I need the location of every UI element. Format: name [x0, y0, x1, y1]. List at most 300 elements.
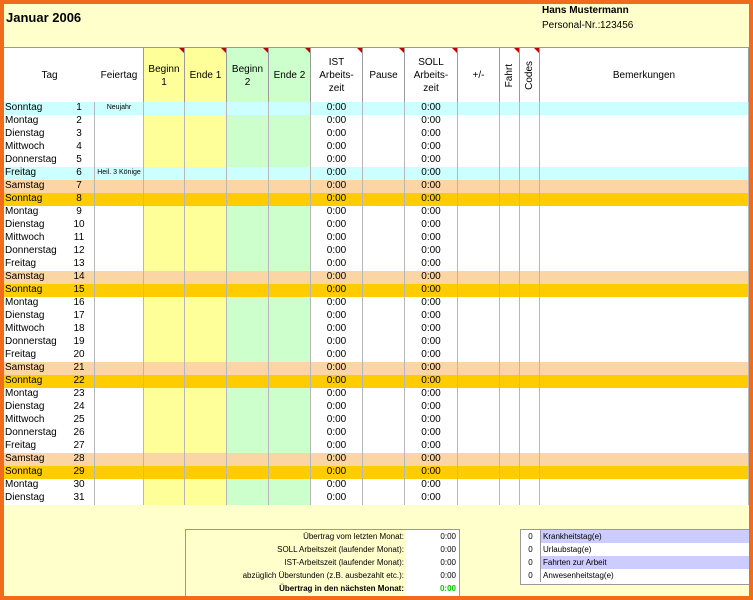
cell-ende2[interactable] [269, 258, 311, 271]
cell-beginn1[interactable] [144, 388, 185, 401]
cell-fahrt[interactable] [500, 115, 520, 128]
cell-num: 9 [64, 206, 95, 219]
cell-feiertag[interactable] [95, 401, 144, 414]
cell-ende1[interactable] [185, 141, 227, 154]
cell-feiertag[interactable] [95, 180, 144, 193]
cell-ende1[interactable] [185, 102, 227, 115]
cell-codes[interactable] [520, 492, 540, 505]
cell-pause[interactable] [363, 323, 405, 336]
cell-feiertag[interactable] [95, 349, 144, 362]
cell-ende2[interactable] [269, 297, 311, 310]
cell-fahrt[interactable] [500, 401, 520, 414]
cell-feiertag[interactable] [95, 427, 144, 440]
cell-fahrt[interactable] [500, 154, 520, 167]
cell-beginn2[interactable] [227, 492, 269, 505]
cell-feiertag[interactable] [95, 193, 144, 206]
cell-beginn1[interactable] [144, 401, 185, 414]
cell-ende1[interactable] [185, 310, 227, 323]
cell-tag: Sonntag [4, 102, 64, 115]
cell-ende1[interactable] [185, 115, 227, 128]
cell-tag: Samstag [4, 271, 64, 284]
cell-codes[interactable] [520, 232, 540, 245]
cell-bemerkungen[interactable] [540, 128, 749, 141]
cell-feiertag[interactable] [95, 492, 144, 505]
cell-ende2[interactable] [269, 401, 311, 414]
cell-fahrt[interactable] [500, 128, 520, 141]
cell-ende1[interactable] [185, 232, 227, 245]
cell-soll: 0:00 [405, 193, 458, 206]
cell-bemerkungen[interactable] [540, 362, 749, 375]
cell-ende1[interactable] [185, 245, 227, 258]
cell-pause[interactable] [363, 453, 405, 466]
cell-codes[interactable] [520, 336, 540, 349]
cell-ende2[interactable] [269, 180, 311, 193]
cell-soll: 0:00 [405, 388, 458, 401]
cell-fahrt[interactable] [500, 440, 520, 453]
cell-beginn1[interactable] [144, 427, 185, 440]
cell-pause[interactable] [363, 440, 405, 453]
cell-pause[interactable] [363, 310, 405, 323]
cell-codes[interactable] [520, 115, 540, 128]
cell-codes[interactable] [520, 375, 540, 388]
cell-ende2[interactable] [269, 193, 311, 206]
cell-beginn1[interactable] [144, 245, 185, 258]
cell-feiertag[interactable] [95, 414, 144, 427]
cell-fahrt[interactable] [500, 336, 520, 349]
cell-feiertag[interactable] [95, 128, 144, 141]
cell-beginn1[interactable] [144, 310, 185, 323]
stats-row [521, 530, 749, 543]
cell-codes[interactable] [520, 466, 540, 479]
cell-codes[interactable] [520, 349, 540, 362]
cell-pause[interactable] [363, 362, 405, 375]
cell-pause[interactable] [363, 141, 405, 154]
cell-fahrt[interactable] [500, 349, 520, 362]
cell-ende1[interactable] [185, 297, 227, 310]
cell-bemerkungen[interactable] [540, 193, 749, 206]
cell-bemerkungen[interactable] [540, 219, 749, 232]
cell-ende2[interactable] [269, 427, 311, 440]
cell-feiertag[interactable] [95, 362, 144, 375]
cell-beginn1[interactable] [144, 141, 185, 154]
cell-ende1[interactable] [185, 479, 227, 492]
cell-codes[interactable] [520, 310, 540, 323]
cell-bemerkungen[interactable] [540, 479, 749, 492]
cell-ende2[interactable] [269, 323, 311, 336]
cell-feiertag[interactable] [95, 310, 144, 323]
cell-feiertag[interactable] [95, 388, 144, 401]
cell-codes[interactable] [520, 154, 540, 167]
cell-beginn2[interactable] [227, 362, 269, 375]
cell-bemerkungen[interactable] [540, 206, 749, 219]
cell-fahrt[interactable] [500, 375, 520, 388]
cell-beginn1[interactable] [144, 414, 185, 427]
cell-feiertag[interactable] [95, 297, 144, 310]
cell-ende1[interactable] [185, 193, 227, 206]
cell-beginn1[interactable] [144, 167, 185, 180]
cell-bemerkungen[interactable] [540, 323, 749, 336]
cell-codes[interactable] [520, 102, 540, 115]
cell-pause[interactable] [363, 232, 405, 245]
cell-ende1[interactable] [185, 466, 227, 479]
cell-feiertag[interactable] [95, 206, 144, 219]
cell-beginn2[interactable] [227, 466, 269, 479]
cell-ende1[interactable] [185, 323, 227, 336]
cell-beginn1[interactable] [144, 453, 185, 466]
cell-ende2[interactable] [269, 453, 311, 466]
cell-codes[interactable] [520, 297, 540, 310]
cell-beginn2[interactable] [227, 154, 269, 167]
cell-bemerkungen[interactable] [540, 466, 749, 479]
cell-pause[interactable] [363, 336, 405, 349]
cell-beginn2[interactable] [227, 180, 269, 193]
cell-fahrt[interactable] [500, 323, 520, 336]
cell-feiertag[interactable] [95, 466, 144, 479]
cell-codes[interactable] [520, 284, 540, 297]
cell-ist: 0:00 [311, 245, 363, 258]
cell-feiertag[interactable] [95, 245, 144, 258]
cell-ende2[interactable] [269, 219, 311, 232]
cell-ende2[interactable] [269, 141, 311, 154]
cell-fahrt[interactable] [500, 414, 520, 427]
cell-ende2[interactable] [269, 440, 311, 453]
header-pause-label: Pause [369, 70, 398, 81]
cell-fahrt[interactable] [500, 466, 520, 479]
cell-ende2[interactable] [269, 388, 311, 401]
cell-beginn2[interactable] [227, 349, 269, 362]
cell-pause[interactable] [363, 219, 405, 232]
cell-fahrt[interactable] [500, 492, 520, 505]
cell-codes[interactable] [520, 453, 540, 466]
cell-codes[interactable] [520, 427, 540, 440]
cell-ende2[interactable] [269, 492, 311, 505]
cell-beginn2[interactable] [227, 245, 269, 258]
cell-pause[interactable] [363, 245, 405, 258]
cell-codes[interactable] [520, 362, 540, 375]
cell-ende1[interactable] [185, 388, 227, 401]
cell-ende2[interactable] [269, 310, 311, 323]
cell-fahrt[interactable] [500, 167, 520, 180]
cell-ende1[interactable] [185, 258, 227, 271]
cell-fahrt[interactable] [500, 453, 520, 466]
cell-feiertag[interactable] [95, 284, 144, 297]
cell-beginn1[interactable] [144, 154, 185, 167]
cell-feiertag[interactable] [95, 453, 144, 466]
cell-beginn2[interactable] [227, 271, 269, 284]
cell-beginn2[interactable] [227, 284, 269, 297]
cell-codes[interactable] [520, 128, 540, 141]
cell-ende1[interactable] [185, 414, 227, 427]
cell-beginn1[interactable] [144, 440, 185, 453]
cell-feiertag[interactable] [95, 232, 144, 245]
cell-beginn2[interactable] [227, 115, 269, 128]
cell-beginn2[interactable] [227, 219, 269, 232]
cell-codes[interactable] [520, 271, 540, 284]
cell-ende2[interactable] [269, 128, 311, 141]
cell-ende2[interactable] [269, 479, 311, 492]
cell-pause[interactable] [363, 206, 405, 219]
cell-ist: 0:00 [311, 466, 363, 479]
cell-codes[interactable] [520, 245, 540, 258]
cell-ende2[interactable] [269, 271, 311, 284]
cell-pause[interactable] [363, 258, 405, 271]
cell-beginn1[interactable] [144, 466, 185, 479]
cell-bemerkungen[interactable] [540, 375, 749, 388]
cell-ende2[interactable] [269, 362, 311, 375]
cell-fahrt[interactable] [500, 362, 520, 375]
cell-pause[interactable] [363, 115, 405, 128]
cell-beginn1[interactable] [144, 180, 185, 193]
cell-fahrt[interactable] [500, 479, 520, 492]
cell-fahrt[interactable] [500, 297, 520, 310]
cell-fahrt[interactable] [500, 193, 520, 206]
cell-pause[interactable] [363, 154, 405, 167]
cell-beginn1[interactable] [144, 193, 185, 206]
cell-codes[interactable] [520, 323, 540, 336]
cell-ende2[interactable] [269, 154, 311, 167]
cell-beginn2[interactable] [227, 310, 269, 323]
cell-pause[interactable] [363, 401, 405, 414]
cell-beginn2[interactable] [227, 323, 269, 336]
cell-pause[interactable] [363, 349, 405, 362]
cell-beginn2[interactable] [227, 388, 269, 401]
cell-tag: Donnerstag [4, 336, 64, 349]
cell-ist: 0:00 [311, 141, 363, 154]
cell-codes[interactable] [520, 206, 540, 219]
cell-codes[interactable] [520, 388, 540, 401]
cell-pause[interactable] [363, 180, 405, 193]
cell-codes[interactable] [520, 167, 540, 180]
cell-ende1[interactable] [185, 492, 227, 505]
cell-pause[interactable] [363, 284, 405, 297]
cell-ende1[interactable] [185, 401, 227, 414]
cell-beginn2[interactable] [227, 479, 269, 492]
header-tag [4, 48, 95, 103]
cell-beginn2[interactable] [227, 167, 269, 180]
cell-beginn1[interactable] [144, 258, 185, 271]
cell-ende1[interactable] [185, 427, 227, 440]
cell-feiertag[interactable] [95, 375, 144, 388]
cell-codes[interactable] [520, 440, 540, 453]
cell-fahrt[interactable] [500, 271, 520, 284]
cell-bemerkungen[interactable] [540, 440, 749, 453]
cell-beginn2[interactable] [227, 206, 269, 219]
cell-beginn2[interactable] [227, 232, 269, 245]
cell-ende1[interactable] [185, 284, 227, 297]
cell-ende2[interactable] [269, 232, 311, 245]
cell-beginn2[interactable] [227, 193, 269, 206]
cell-bemerkungen[interactable] [540, 167, 749, 180]
cell-ende1[interactable] [185, 219, 227, 232]
cell-feiertag[interactable] [95, 115, 144, 128]
cell-fahrt[interactable] [500, 427, 520, 440]
comment-marker [221, 48, 226, 53]
cell-beginn1[interactable] [144, 492, 185, 505]
cell-bemerkungen[interactable] [540, 453, 749, 466]
cell-ende2[interactable] [269, 414, 311, 427]
cell-codes[interactable] [520, 479, 540, 492]
cell-codes[interactable] [520, 141, 540, 154]
cell-bemerkungen[interactable] [540, 349, 749, 362]
cell-codes[interactable] [520, 258, 540, 271]
cell-beginn2[interactable] [227, 440, 269, 453]
cell-bemerkungen[interactable] [540, 102, 749, 115]
header-ist [311, 48, 363, 103]
cell-beginn2[interactable] [227, 141, 269, 154]
cell-beginn2[interactable] [227, 297, 269, 310]
summary-label: abzüglich Überstunden (z.B. ausbezahlt etc.): [186, 569, 406, 582]
cell-feiertag[interactable] [95, 336, 144, 349]
cell-pause[interactable] [363, 427, 405, 440]
cell-ende1[interactable] [185, 206, 227, 219]
cell-feiertag[interactable] [95, 258, 144, 271]
cell-bemerkungen[interactable] [540, 336, 749, 349]
cell-bemerkungen[interactable] [540, 180, 749, 193]
cell-bemerkungen[interactable] [540, 401, 749, 414]
cell-pause[interactable] [363, 167, 405, 180]
cell-beginn2[interactable] [227, 453, 269, 466]
cell-ende1[interactable] [185, 440, 227, 453]
cell-fahrt[interactable] [500, 310, 520, 323]
cell-beginn1[interactable] [144, 219, 185, 232]
cell-pause[interactable] [363, 193, 405, 206]
cell-beginn2[interactable] [227, 375, 269, 388]
cell-fahrt[interactable] [500, 232, 520, 245]
cell-bemerkungen[interactable] [540, 232, 749, 245]
cell-bemerkungen[interactable] [540, 258, 749, 271]
cell-codes[interactable] [520, 219, 540, 232]
cell-bemerkungen[interactable] [540, 388, 749, 401]
cell-beginn1[interactable] [144, 284, 185, 297]
cell-beginn2[interactable] [227, 401, 269, 414]
cell-fahrt[interactable] [500, 284, 520, 297]
cell-codes[interactable] [520, 193, 540, 206]
cell-feiertag[interactable] [95, 141, 144, 154]
cell-beginn1[interactable] [144, 271, 185, 284]
cell-bemerkungen[interactable] [540, 492, 749, 505]
cell-diff [458, 115, 500, 128]
cell-feiertag[interactable] [95, 219, 144, 232]
cell-ende1[interactable] [185, 271, 227, 284]
cell-beginn1[interactable] [144, 336, 185, 349]
cell-beginn1[interactable] [144, 115, 185, 128]
cell-ende2[interactable] [269, 245, 311, 258]
cell-bemerkungen[interactable] [540, 414, 749, 427]
cell-bemerkungen[interactable] [540, 271, 749, 284]
cell-bemerkungen[interactable] [540, 141, 749, 154]
cell-beginn1[interactable] [144, 375, 185, 388]
cell-pause[interactable] [363, 375, 405, 388]
cell-fahrt[interactable] [500, 102, 520, 115]
header-beginn1 [144, 48, 185, 103]
cell-ende2[interactable] [269, 466, 311, 479]
cell-fahrt[interactable] [500, 141, 520, 154]
cell-pause[interactable] [363, 466, 405, 479]
cell-ende2[interactable] [269, 284, 311, 297]
cell-ende2[interactable] [269, 102, 311, 115]
cell-pause[interactable] [363, 414, 405, 427]
cell-pause[interactable] [363, 102, 405, 115]
cell-bemerkungen[interactable] [540, 115, 749, 128]
cell-beginn2[interactable] [227, 128, 269, 141]
cell-ende2[interactable] [269, 349, 311, 362]
cell-bemerkungen[interactable] [540, 297, 749, 310]
cell-beginn2[interactable] [227, 427, 269, 440]
cell-beginn1[interactable] [144, 232, 185, 245]
cell-fahrt[interactable] [500, 258, 520, 271]
cell-beginn1[interactable] [144, 297, 185, 310]
cell-soll: 0:00 [405, 141, 458, 154]
cell-ende1[interactable] [185, 362, 227, 375]
header-ende1 [185, 48, 227, 103]
cell-pause[interactable] [363, 492, 405, 505]
cell-beginn1[interactable] [144, 128, 185, 141]
comment-marker [179, 48, 184, 53]
cell-bemerkungen[interactable] [540, 310, 749, 323]
cell-pause[interactable] [363, 479, 405, 492]
cell-ende2[interactable] [269, 167, 311, 180]
cell-ende2[interactable] [269, 115, 311, 128]
cell-codes[interactable] [520, 414, 540, 427]
cell-pause[interactable] [363, 388, 405, 401]
cell-feiertag[interactable] [95, 323, 144, 336]
cell-bemerkungen[interactable] [540, 284, 749, 297]
cell-feiertag[interactable]: Heil. 3 Könige [95, 167, 144, 180]
cell-ende2[interactable] [269, 375, 311, 388]
cell-feiertag[interactable] [95, 479, 144, 492]
cell-codes[interactable] [520, 180, 540, 193]
cell-pause[interactable] [363, 271, 405, 284]
cell-beginn1[interactable] [144, 102, 185, 115]
cell-fahrt[interactable] [500, 245, 520, 258]
cell-bemerkungen[interactable] [540, 154, 749, 167]
cell-beginn1[interactable] [144, 349, 185, 362]
cell-ende2[interactable] [269, 206, 311, 219]
cell-ende1[interactable] [185, 154, 227, 167]
cell-beginn2[interactable] [227, 336, 269, 349]
cell-feiertag[interactable]: Neujahr [95, 102, 144, 115]
cell-beginn2[interactable] [227, 258, 269, 271]
cell-beginn2[interactable] [227, 414, 269, 427]
cell-beginn1[interactable] [144, 362, 185, 375]
cell-feiertag[interactable] [95, 271, 144, 284]
cell-beginn1[interactable] [144, 206, 185, 219]
cell-ende1[interactable] [185, 336, 227, 349]
cell-ende1[interactable] [185, 349, 227, 362]
cell-fahrt[interactable] [500, 206, 520, 219]
cell-beginn1[interactable] [144, 323, 185, 336]
cell-ende2[interactable] [269, 336, 311, 349]
cell-ende1[interactable] [185, 453, 227, 466]
cell-ende1[interactable] [185, 167, 227, 180]
cell-fahrt[interactable] [500, 180, 520, 193]
cell-tag: Donnerstag [4, 154, 64, 167]
cell-codes[interactable] [520, 401, 540, 414]
cell-ende1[interactable] [185, 180, 227, 193]
cell-ende1[interactable] [185, 375, 227, 388]
cell-beginn1[interactable] [144, 479, 185, 492]
cell-feiertag[interactable] [95, 440, 144, 453]
cell-fahrt[interactable] [500, 219, 520, 232]
cell-beginn2[interactable] [227, 102, 269, 115]
cell-pause[interactable] [363, 297, 405, 310]
cell-bemerkungen[interactable] [540, 245, 749, 258]
cell-bemerkungen[interactable] [540, 427, 749, 440]
cell-pause[interactable] [363, 128, 405, 141]
cell-fahrt[interactable] [500, 388, 520, 401]
cell-feiertag[interactable] [95, 154, 144, 167]
cell-ende1[interactable] [185, 128, 227, 141]
